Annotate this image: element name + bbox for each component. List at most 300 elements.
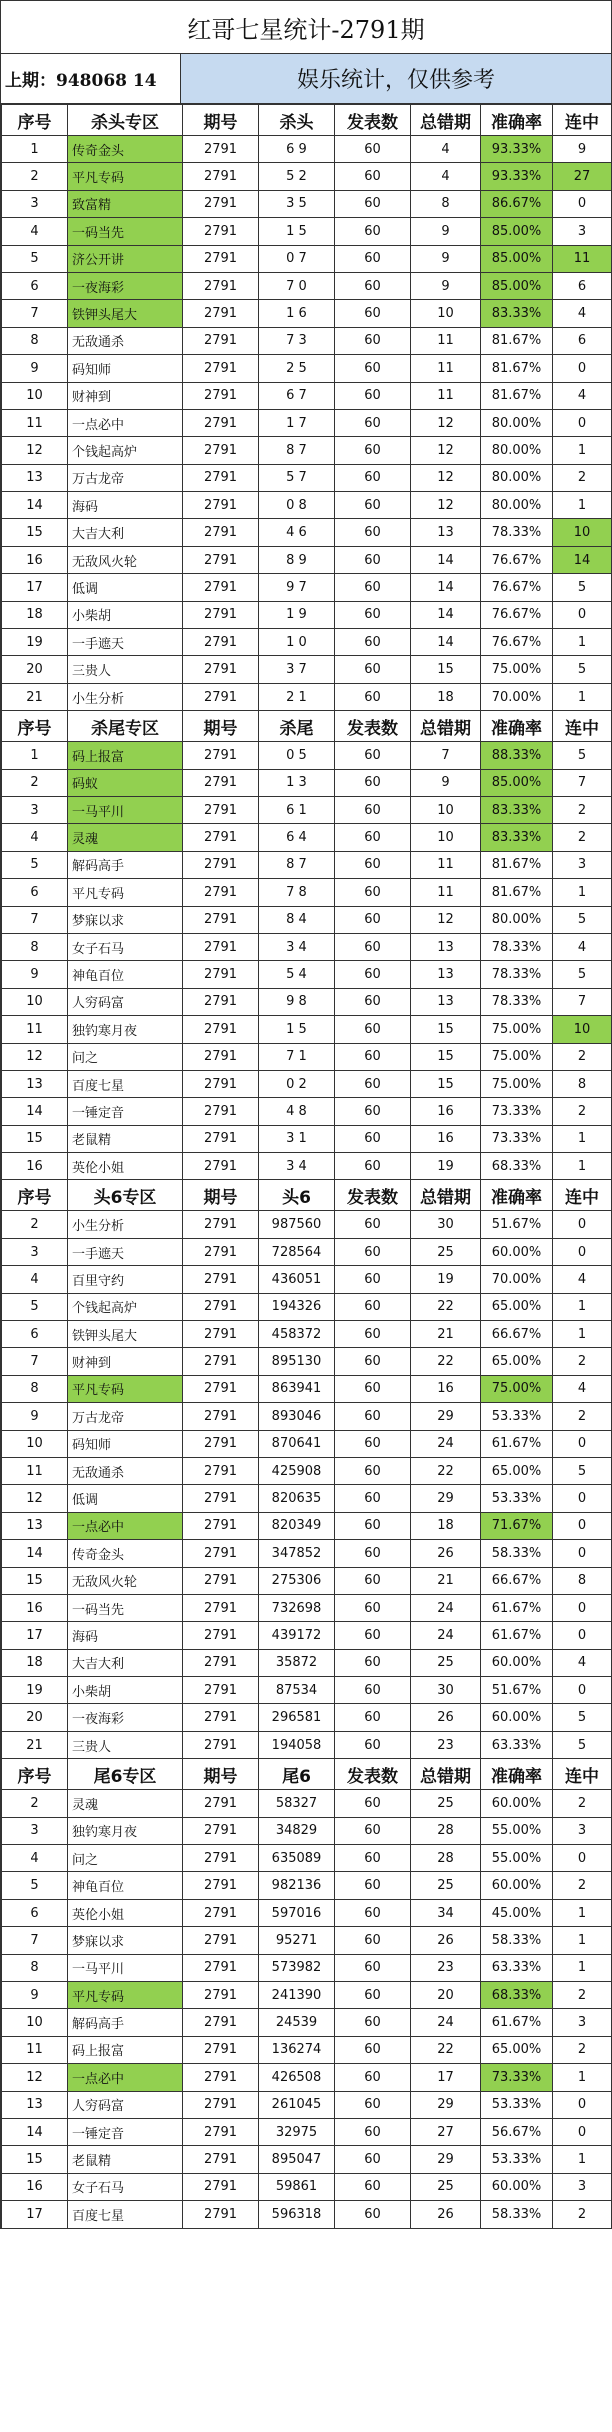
cell-errors: 21 [411, 1567, 481, 1594]
cell-streak: 0 [553, 1677, 612, 1704]
cell-streak: 3 [553, 851, 612, 878]
cell-index: 2 [2, 1211, 68, 1238]
cell-published: 60 [335, 1043, 411, 1070]
column-header-name: 尾6专区 [68, 1759, 183, 1790]
cell-index: 1 [2, 136, 68, 163]
section-header-row [2, 105, 612, 136]
cell-index: 13 [2, 464, 68, 491]
table-row [2, 574, 612, 601]
cell-accuracy: 83.33% [481, 300, 553, 327]
cell-pick: 7 1 [259, 1043, 335, 1070]
cell-streak: 0 [553, 409, 612, 436]
cell-published: 60 [335, 1594, 411, 1621]
cell-errors: 9 [411, 272, 481, 299]
cell-name: 人穷码富 [68, 2091, 183, 2118]
cell-published: 60 [335, 546, 411, 573]
cell-period: 2791 [183, 906, 259, 933]
cell-accuracy: 51.67% [481, 1677, 553, 1704]
table-row [2, 1348, 612, 1375]
table-row [2, 409, 612, 436]
table-row [2, 245, 612, 272]
cell-index: 5 [2, 245, 68, 272]
cell-accuracy: 68.33% [481, 1153, 553, 1180]
column-header-streak: 连中 [553, 1759, 612, 1790]
cell-period: 2791 [183, 437, 259, 464]
table-row [2, 272, 612, 299]
cell-errors: 15 [411, 1016, 481, 1043]
cell-published: 60 [335, 1238, 411, 1265]
cell-published: 60 [335, 2173, 411, 2200]
cell-pick: 275306 [259, 1567, 335, 1594]
cell-errors: 29 [411, 2091, 481, 2118]
cell-period: 2791 [183, 1954, 259, 1981]
cell-period: 2791 [183, 1982, 259, 2009]
cell-accuracy: 80.00% [481, 492, 553, 519]
cell-streak: 4 [553, 300, 612, 327]
cell-pick: 439172 [259, 1622, 335, 1649]
cell-name: 梦寐以求 [68, 906, 183, 933]
cell-pick: 5 7 [259, 464, 335, 491]
cell-period: 2791 [183, 464, 259, 491]
cell-published: 60 [335, 492, 411, 519]
cell-period: 2791 [183, 769, 259, 796]
cell-name: 码上报富 [68, 742, 183, 769]
cell-index: 4 [2, 1266, 68, 1293]
cell-period: 2791 [183, 218, 259, 245]
cell-name: 小柴胡 [68, 1677, 183, 1704]
table-row [2, 218, 612, 245]
table-row [2, 769, 612, 796]
cell-index: 13 [2, 1512, 68, 1539]
cell-name: 解码高手 [68, 2009, 183, 2036]
cell-period: 2791 [183, 1375, 259, 1402]
cell-name: 低调 [68, 1485, 183, 1512]
cell-pick: 7 3 [259, 327, 335, 354]
cell-index: 12 [2, 437, 68, 464]
table-row [2, 1211, 612, 1238]
cell-errors: 24 [411, 1594, 481, 1621]
cell-published: 60 [335, 2064, 411, 2091]
cell-index: 21 [2, 1731, 68, 1758]
disclaimer-label: 娱乐统计，仅供参考 [181, 54, 611, 103]
cell-index: 19 [2, 1677, 68, 1704]
cell-accuracy: 60.00% [481, 1704, 553, 1731]
cell-published: 60 [335, 1845, 411, 1872]
table-row [2, 1649, 612, 1676]
cell-index: 15 [2, 1125, 68, 1152]
cell-accuracy: 75.00% [481, 1043, 553, 1070]
cell-errors: 4 [411, 163, 481, 190]
cell-name: 一马平川 [68, 796, 183, 823]
table-row [2, 2173, 612, 2200]
cell-errors: 23 [411, 1731, 481, 1758]
cell-index: 8 [2, 1375, 68, 1402]
cell-index: 9 [2, 1982, 68, 2009]
cell-period: 2791 [183, 1622, 259, 1649]
cell-accuracy: 81.67% [481, 879, 553, 906]
cell-index: 2 [2, 769, 68, 796]
cell-accuracy: 76.67% [481, 574, 553, 601]
cell-streak: 0 [553, 1485, 612, 1512]
cell-accuracy: 85.00% [481, 218, 553, 245]
cell-accuracy: 60.00% [481, 1649, 553, 1676]
cell-name: 平凡专码 [68, 163, 183, 190]
cell-pick: 436051 [259, 1266, 335, 1293]
cell-period: 2791 [183, 1153, 259, 1180]
cell-index: 1 [2, 742, 68, 769]
column-header-errors: 总错期 [411, 105, 481, 136]
cell-published: 60 [335, 1677, 411, 1704]
cell-pick: 895047 [259, 2146, 335, 2173]
cell-pick: 32975 [259, 2118, 335, 2145]
table-row [2, 1677, 612, 1704]
cell-period: 2791 [183, 1485, 259, 1512]
cell-accuracy: 93.33% [481, 136, 553, 163]
cell-index: 11 [2, 1457, 68, 1484]
cell-period: 2791 [183, 2009, 259, 2036]
cell-published: 60 [335, 409, 411, 436]
cell-streak: 1 [553, 437, 612, 464]
cell-published: 60 [335, 1817, 411, 1844]
cell-errors: 12 [411, 492, 481, 519]
cell-published: 60 [335, 355, 411, 382]
column-header-published: 发表数 [335, 1759, 411, 1790]
cell-accuracy: 93.33% [481, 163, 553, 190]
table-row [2, 796, 612, 823]
cell-published: 60 [335, 1211, 411, 1238]
cell-accuracy: 45.00% [481, 1899, 553, 1926]
table-row [2, 1704, 612, 1731]
cell-published: 60 [335, 1485, 411, 1512]
column-header-name: 杀头专区 [68, 105, 183, 136]
cell-published: 60 [335, 2036, 411, 2063]
cell-pick: 6 9 [259, 136, 335, 163]
table-row [2, 1731, 612, 1758]
cell-accuracy: 81.67% [481, 382, 553, 409]
table-row [2, 190, 612, 217]
cell-index: 6 [2, 1321, 68, 1348]
table-row [2, 2091, 612, 2118]
cell-pick: 34829 [259, 1817, 335, 1844]
cell-errors: 22 [411, 1457, 481, 1484]
cell-errors: 11 [411, 382, 481, 409]
cell-index: 12 [2, 2064, 68, 2091]
cell-name: 百度七星 [68, 2201, 183, 2228]
cell-accuracy: 60.00% [481, 1238, 553, 1265]
cell-name: 传奇金头 [68, 136, 183, 163]
cell-errors: 29 [411, 2146, 481, 2173]
table-row [2, 136, 612, 163]
cell-published: 60 [335, 245, 411, 272]
cell-published: 60 [335, 272, 411, 299]
cell-period: 2791 [183, 1677, 259, 1704]
cell-period: 2791 [183, 2118, 259, 2145]
cell-published: 60 [335, 1403, 411, 1430]
cell-accuracy: 88.33% [481, 742, 553, 769]
cell-period: 2791 [183, 656, 259, 683]
last-period-label: 上期：948068 14 [1, 54, 181, 103]
column-header-name: 头6专区 [68, 1180, 183, 1211]
table-row [2, 1043, 612, 1070]
table-row [2, 1954, 612, 1981]
cell-pick: 1 5 [259, 1016, 335, 1043]
cell-streak: 2 [553, 1348, 612, 1375]
cell-index: 11 [2, 2036, 68, 2063]
cell-period: 2791 [183, 1594, 259, 1621]
cell-accuracy: 78.33% [481, 961, 553, 988]
cell-index: 15 [2, 1567, 68, 1594]
cell-errors: 9 [411, 769, 481, 796]
cell-published: 60 [335, 1125, 411, 1152]
cell-period: 2791 [183, 1817, 259, 1844]
cell-index: 8 [2, 933, 68, 960]
cell-pick: 136274 [259, 2036, 335, 2063]
column-header-errors: 总错期 [411, 1759, 481, 1790]
cell-accuracy: 86.67% [481, 190, 553, 217]
cell-name: 一点必中 [68, 1512, 183, 1539]
cell-period: 2791 [183, 2064, 259, 2091]
cell-errors: 22 [411, 1293, 481, 1320]
cell-name: 一夜海彩 [68, 272, 183, 299]
cell-name: 大吉大利 [68, 1649, 183, 1676]
cell-errors: 13 [411, 933, 481, 960]
cell-streak: 0 [553, 1211, 612, 1238]
cell-period: 2791 [183, 2201, 259, 2228]
cell-period: 2791 [183, 272, 259, 299]
column-header-period: 期号 [183, 1759, 259, 1790]
table-row [2, 1375, 612, 1402]
cell-period: 2791 [183, 1457, 259, 1484]
column-header-period: 期号 [183, 1180, 259, 1211]
cell-errors: 24 [411, 1622, 481, 1649]
table-row [2, 1070, 612, 1097]
column-header-pick: 头6 [259, 1180, 335, 1211]
cell-accuracy: 80.00% [481, 906, 553, 933]
cell-errors: 12 [411, 409, 481, 436]
cell-accuracy: 78.33% [481, 933, 553, 960]
cell-index: 15 [2, 519, 68, 546]
cell-accuracy: 56.67% [481, 2118, 553, 2145]
table-row [2, 2118, 612, 2145]
cell-streak: 5 [553, 961, 612, 988]
cell-name: 一夜海彩 [68, 1704, 183, 1731]
cell-index: 3 [2, 190, 68, 217]
table-row [2, 1817, 612, 1844]
cell-period: 2791 [183, 1293, 259, 1320]
cell-errors: 10 [411, 824, 481, 851]
cell-index: 6 [2, 272, 68, 299]
cell-pick: 732698 [259, 1594, 335, 1621]
cell-published: 60 [335, 1375, 411, 1402]
cell-published: 60 [335, 683, 411, 710]
cell-errors: 22 [411, 1348, 481, 1375]
cell-published: 60 [335, 190, 411, 217]
cell-accuracy: 60.00% [481, 1872, 553, 1899]
cell-published: 60 [335, 1457, 411, 1484]
table-row [2, 1927, 612, 1954]
cell-published: 60 [335, 933, 411, 960]
cell-accuracy: 55.00% [481, 1845, 553, 1872]
column-header-accuracy: 准确率 [481, 711, 553, 742]
cell-name: 梦寐以求 [68, 1927, 183, 1954]
cell-name: 小柴胡 [68, 601, 183, 628]
cell-published: 60 [335, 1321, 411, 1348]
cell-period: 2791 [183, 1845, 259, 1872]
cell-errors: 29 [411, 1403, 481, 1430]
cell-period: 2791 [183, 1872, 259, 1899]
cell-pick: 0 7 [259, 245, 335, 272]
cell-pick: 895130 [259, 1348, 335, 1375]
cell-index: 2 [2, 163, 68, 190]
cell-streak: 2 [553, 824, 612, 851]
cell-accuracy: 80.00% [481, 437, 553, 464]
cell-streak: 2 [553, 2201, 612, 2228]
cell-streak: 2 [553, 796, 612, 823]
cell-published: 60 [335, 2091, 411, 2118]
cell-pick: 1 7 [259, 409, 335, 436]
cell-accuracy: 83.33% [481, 824, 553, 851]
cell-index: 9 [2, 355, 68, 382]
column-header-published: 发表数 [335, 1180, 411, 1211]
cell-pick: 59861 [259, 2173, 335, 2200]
cell-pick: 5 2 [259, 163, 335, 190]
cell-errors: 30 [411, 1211, 481, 1238]
cell-errors: 9 [411, 218, 481, 245]
cell-streak: 1 [553, 1954, 612, 1981]
cell-streak: 1 [553, 629, 612, 656]
cell-accuracy: 66.67% [481, 1321, 553, 1348]
cell-pick: 7 8 [259, 879, 335, 906]
cell-pick: 3 1 [259, 1125, 335, 1152]
cell-index: 14 [2, 1540, 68, 1567]
cell-accuracy: 75.00% [481, 1375, 553, 1402]
cell-name: 一码当先 [68, 1594, 183, 1621]
cell-index: 7 [2, 1927, 68, 1954]
cell-streak: 1 [553, 1293, 612, 1320]
cell-index: 7 [2, 1348, 68, 1375]
column-header-index: 序号 [2, 1759, 68, 1790]
cell-index: 12 [2, 1485, 68, 1512]
table-row [2, 2009, 612, 2036]
cell-pick: 597016 [259, 1899, 335, 1926]
cell-name: 一马平川 [68, 1954, 183, 1981]
cell-name: 一锤定音 [68, 2118, 183, 2145]
cell-streak: 5 [553, 1704, 612, 1731]
cell-name: 一手遮天 [68, 1238, 183, 1265]
cell-name: 神龟百位 [68, 1872, 183, 1899]
cell-published: 60 [335, 1704, 411, 1731]
cell-pick: 5 4 [259, 961, 335, 988]
cell-index: 20 [2, 1704, 68, 1731]
cell-published: 60 [335, 1016, 411, 1043]
table-row [2, 492, 612, 519]
cell-pick: 2 1 [259, 683, 335, 710]
table-row [2, 1872, 612, 1899]
cell-accuracy: 53.33% [481, 1403, 553, 1430]
cell-pick: 24539 [259, 2009, 335, 2036]
cell-index: 4 [2, 1845, 68, 1872]
cell-errors: 20 [411, 1982, 481, 2009]
cell-pick: 0 8 [259, 492, 335, 519]
cell-index: 16 [2, 546, 68, 573]
cell-period: 2791 [183, 1512, 259, 1539]
table-row [2, 1293, 612, 1320]
cell-errors: 23 [411, 1954, 481, 1981]
cell-accuracy: 76.67% [481, 601, 553, 628]
cell-name: 个钱起高炉 [68, 1293, 183, 1320]
cell-streak: 1 [553, 1321, 612, 1348]
cell-period: 2791 [183, 683, 259, 710]
cell-period: 2791 [183, 409, 259, 436]
cell-name: 三贵人 [68, 1731, 183, 1758]
cell-published: 60 [335, 1153, 411, 1180]
cell-streak: 11 [553, 245, 612, 272]
cell-pick: 347852 [259, 1540, 335, 1567]
cell-name: 财神到 [68, 382, 183, 409]
cell-name: 大吉大利 [68, 519, 183, 546]
cell-name: 问之 [68, 1845, 183, 1872]
cell-streak: 9 [553, 136, 612, 163]
cell-pick: 9 8 [259, 988, 335, 1015]
cell-errors: 12 [411, 464, 481, 491]
cell-index: 3 [2, 1238, 68, 1265]
cell-errors: 11 [411, 355, 481, 382]
page-title: 红哥七星统计-2791期 [1, 0, 611, 54]
cell-accuracy: 60.00% [481, 1790, 553, 1817]
cell-streak: 0 [553, 1512, 612, 1539]
cell-errors: 14 [411, 574, 481, 601]
cell-published: 60 [335, 2009, 411, 2036]
cell-name: 码上报富 [68, 2036, 183, 2063]
column-header-index: 序号 [2, 711, 68, 742]
cell-published: 60 [335, 629, 411, 656]
cell-streak: 7 [553, 988, 612, 1015]
table-row [2, 2201, 612, 2228]
cell-pick: 241390 [259, 1982, 335, 2009]
cell-published: 60 [335, 382, 411, 409]
cell-period: 2791 [183, 742, 259, 769]
table-row [2, 1512, 612, 1539]
table-row [2, 1430, 612, 1457]
cell-name: 英伦小姐 [68, 1899, 183, 1926]
cell-streak: 0 [553, 1238, 612, 1265]
cell-name: 小生分析 [68, 683, 183, 710]
cell-streak: 4 [553, 933, 612, 960]
table-row [2, 2036, 612, 2063]
cell-name: 老鼠精 [68, 1125, 183, 1152]
column-header-index: 序号 [2, 105, 68, 136]
cell-index: 4 [2, 824, 68, 851]
cell-streak: 2 [553, 1403, 612, 1430]
cell-published: 60 [335, 1070, 411, 1097]
cell-name: 致富精 [68, 190, 183, 217]
cell-errors: 4 [411, 136, 481, 163]
cell-index: 12 [2, 1043, 68, 1070]
cell-index: 7 [2, 906, 68, 933]
cell-errors: 13 [411, 519, 481, 546]
cell-published: 60 [335, 1982, 411, 2009]
cell-published: 60 [335, 464, 411, 491]
cell-accuracy: 73.33% [481, 1098, 553, 1125]
cell-published: 60 [335, 656, 411, 683]
cell-accuracy: 75.00% [481, 1070, 553, 1097]
table-row [2, 163, 612, 190]
cell-streak: 2 [553, 2036, 612, 2063]
cell-published: 60 [335, 1266, 411, 1293]
cell-pick: 0 2 [259, 1070, 335, 1097]
table-row [2, 1321, 612, 1348]
cell-period: 2791 [183, 961, 259, 988]
